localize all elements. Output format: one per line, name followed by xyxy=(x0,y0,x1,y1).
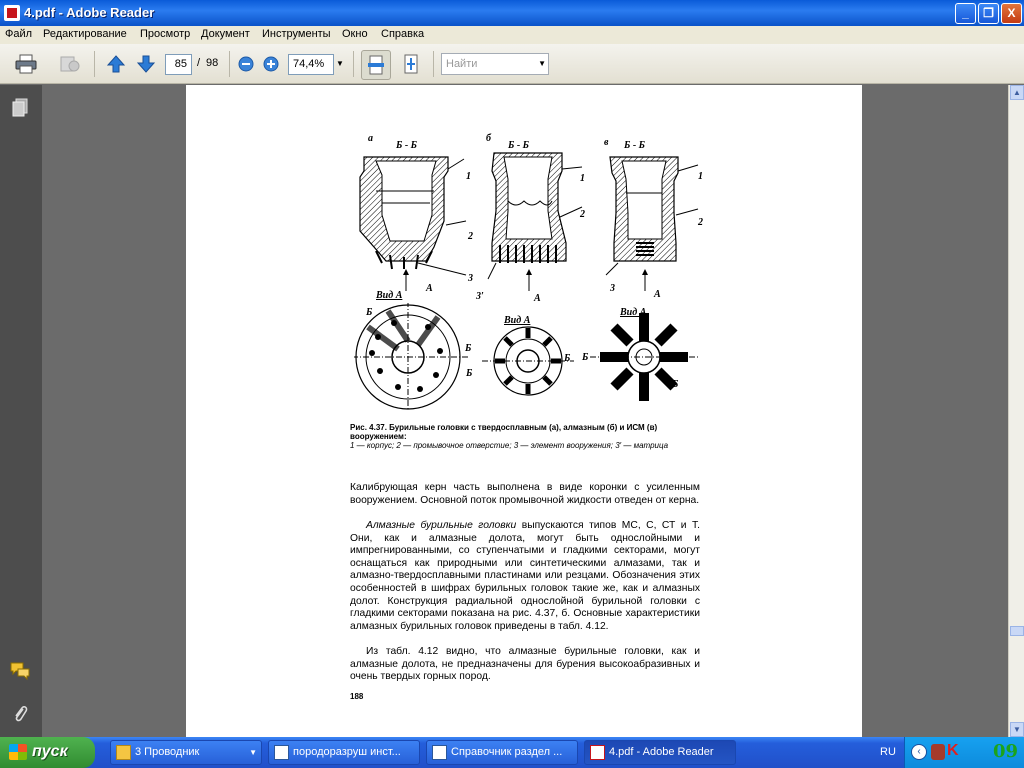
pdf-page xyxy=(186,85,862,737)
figure-sub-b: б xyxy=(486,133,491,144)
adobe-reader-icon xyxy=(4,5,20,21)
zoom-out-icon[interactable] xyxy=(233,52,259,76)
task-word-1-label: породоразруш инст... xyxy=(293,746,401,758)
taskbar xyxy=(0,737,1024,768)
find-placeholder: Найти xyxy=(446,58,478,70)
section-mark-b-1: Б xyxy=(366,307,373,318)
toolbar xyxy=(0,44,1024,84)
task-adobe-reader[interactable] xyxy=(584,740,736,765)
paragraph-2-text: выпускаются типов МС, С, СТ и Т. Они, как и алмазные долота, могут быть однослойными и импрегнированными, со ступенчатыми и гладкими секторами, могут оснащаться как природными или синтетическими алмазами, так и алмазно-твердосплавными пластинами или резцами. Обозначения этих особенностей в шифрах бурильных головок такие же, как и алмазных долот. Конструкция радиальной однослойной бурильной головки с гладкими секторами показана на рис. 4.37, б. Основные характеристики алмазных бурильных головок приведены в табл. 4.12. xyxy=(350,520,700,632)
section-label-v: Б - Б xyxy=(624,140,646,151)
figure-sub-v: в xyxy=(604,137,609,148)
menu-tools[interactable]: Инструменты xyxy=(262,28,331,40)
paragraph-1: Калибрующая керн часть выполнена в виде коронки с усиленным вооружением. Основной поток промывочной жидкости отведен от керна. xyxy=(350,482,700,506)
tray-expand-icon[interactable]: ‹ xyxy=(911,744,927,760)
maximize-button[interactable]: ❐ xyxy=(978,3,999,24)
menu-window[interactable]: Окно xyxy=(342,28,368,40)
folder-icon xyxy=(116,745,131,760)
word-doc-icon xyxy=(274,745,289,760)
arrow-label-a-v: А xyxy=(654,289,661,300)
section-mark-b-5: Б xyxy=(582,352,589,363)
zoom-dropdown-icon[interactable]: ▼ xyxy=(336,59,344,68)
section-mark-b-2: Б xyxy=(466,368,473,379)
zoom-input[interactable]: 74,4% xyxy=(288,54,334,75)
arrow-label-a-b: А xyxy=(534,293,541,304)
page-separator: / xyxy=(197,57,201,69)
menu-help[interactable]: Справка xyxy=(381,28,425,40)
task-word-2-label: Справочник раздел ... xyxy=(451,746,563,758)
view-a-label-3: Вид А xyxy=(620,307,647,318)
view-a-label-1: Вид А xyxy=(376,290,403,301)
page-number-input[interactable]: 85 xyxy=(165,54,192,75)
label-3prime-b: 3′ xyxy=(476,291,484,302)
clock[interactable]: 09 xyxy=(992,741,1018,762)
task-adobe-reader-label: 4.pdf - Adobe Reader xyxy=(609,746,714,758)
collaborate-icon[interactable] xyxy=(57,52,83,76)
scroll-thumb[interactable] xyxy=(1010,626,1024,636)
section-mark-b-6: Б xyxy=(672,379,679,390)
group-dropdown-icon: ▼ xyxy=(249,748,257,757)
start-button[interactable] xyxy=(0,737,95,768)
previous-page-icon[interactable] xyxy=(103,52,129,76)
page-total: 98 xyxy=(206,57,219,69)
section-label-b: Б - Б xyxy=(508,140,530,151)
label-1-a: 1 xyxy=(466,171,471,182)
menu-view[interactable]: Просмотр xyxy=(140,28,191,40)
pages-icon[interactable] xyxy=(9,97,31,119)
label-1-v: 1 xyxy=(698,171,703,182)
task-explorer-label: 3 Проводник xyxy=(135,746,200,758)
attachments-icon[interactable] xyxy=(9,703,31,725)
word-doc-icon xyxy=(432,745,447,760)
task-word-1[interactable] xyxy=(268,740,420,765)
fit-page-icon[interactable] xyxy=(398,52,424,76)
system-tray xyxy=(904,737,1024,768)
caption-title: Рис. 4.37. Бурильные головки с твердосплавным (а), алмазным (б) и ИСМ (в) вооружением: xyxy=(350,423,658,441)
menu-document[interactable]: Документ xyxy=(201,28,250,40)
window-title: 4.pdf - Adobe Reader xyxy=(24,5,155,20)
label-3-a: 3 xyxy=(468,273,473,284)
document-area[interactable] xyxy=(42,85,1008,737)
print-icon[interactable] xyxy=(13,52,39,76)
page-number: 188 xyxy=(350,692,364,701)
drill-heads-section-drawing xyxy=(356,151,716,311)
menu-bar xyxy=(0,26,1024,44)
language-indicator[interactable]: RU xyxy=(880,746,896,758)
view-a-label-2: Вид А xyxy=(504,315,531,326)
close-button[interactable]: X xyxy=(1001,3,1022,24)
title-bar xyxy=(0,0,1024,26)
view-a-drawing xyxy=(354,303,714,411)
next-page-icon[interactable] xyxy=(133,52,159,76)
navigation-panel xyxy=(0,85,42,737)
scroll-down-icon[interactable]: ▼ xyxy=(1010,722,1024,737)
label-3-v: 3 xyxy=(610,283,615,294)
section-mark-b-3: Б xyxy=(465,343,472,354)
vertical-scrollbar[interactable] xyxy=(1008,85,1024,737)
arrow-label-a-a: А xyxy=(426,283,433,294)
task-explorer[interactable] xyxy=(110,740,262,765)
start-label: пуск xyxy=(32,743,68,760)
menu-file[interactable]: Файл xyxy=(5,28,33,40)
minimize-button[interactable]: _ xyxy=(955,3,976,24)
label-2-v: 2 xyxy=(698,217,703,228)
paragraph-3: Из табл. 4.12 видно, что алмазные бурильные головки, как и алмазные долота, не предназначены для бурения высокоабразивных и очень твердых горных пород. xyxy=(350,646,700,683)
figure-caption xyxy=(350,423,700,450)
zoom-in-icon[interactable] xyxy=(258,52,284,76)
fit-width-icon[interactable] xyxy=(361,50,391,80)
comments-icon[interactable] xyxy=(9,660,31,682)
section-mark-b-4: Б xyxy=(564,353,571,364)
windows-logo-icon xyxy=(9,744,27,760)
section-label-a: Б - Б xyxy=(396,140,418,151)
label-2-a: 2 xyxy=(468,231,473,242)
caption-legend: 1 — корпус; 2 — промывочное отверстие; 3 — элемент вооружения; 3′ — матрица xyxy=(350,441,669,450)
task-word-2[interactable] xyxy=(426,740,578,765)
menu-edit[interactable]: Редактирование xyxy=(43,28,127,40)
find-dropdown-icon[interactable]: ▼ xyxy=(538,59,546,68)
paragraph-2 xyxy=(350,520,700,633)
scroll-up-icon[interactable]: ▲ xyxy=(1010,85,1024,100)
paragraph-2-italic: Алмазные бурильные головки xyxy=(366,520,517,531)
label-2-b: 2 xyxy=(580,209,585,220)
find-input[interactable] xyxy=(441,53,549,75)
pdf-icon xyxy=(590,745,605,760)
antivirus-icon[interactable] xyxy=(931,744,945,760)
figure-sub-a: а xyxy=(368,133,373,144)
kaspersky-icon[interactable]: K xyxy=(947,742,959,759)
label-1-b: 1 xyxy=(580,173,585,184)
